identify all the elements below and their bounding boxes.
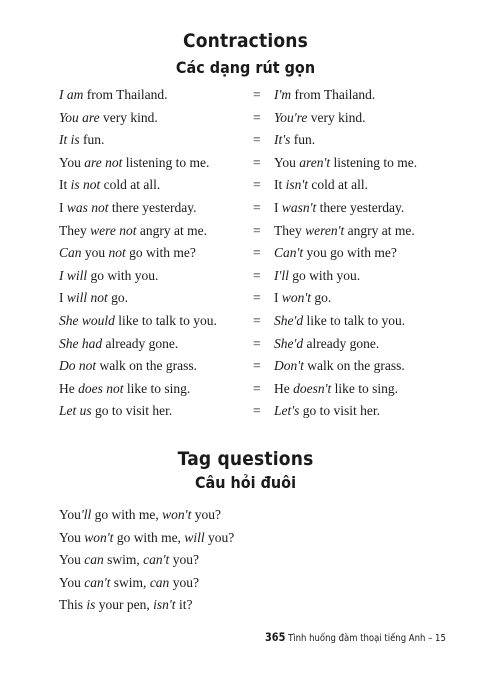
text-segment: cold at all. (308, 177, 369, 193)
equals-sign: = (253, 380, 261, 396)
text-segment: I (274, 290, 282, 306)
emphasis-text: won't (162, 507, 192, 522)
full-form (59, 110, 158, 126)
equals-sign: = (253, 109, 261, 125)
emphasis-text: can't (143, 552, 170, 568)
contracted-form (274, 87, 375, 103)
text-segment: You (59, 552, 85, 568)
tag-question-row (59, 597, 192, 613)
emphasis-text: It is (59, 132, 80, 148)
contraction-row (0, 358, 491, 378)
footer-number: 365 (265, 630, 286, 644)
text-segment: It (59, 177, 71, 193)
emphasis-text: is not (70, 177, 101, 193)
text-segment: go with you. (288, 267, 361, 283)
tag-questions-subtitle: Câu hỏi đuôi (194, 473, 297, 492)
text-segment: listening to me. (330, 154, 418, 170)
full-form (59, 177, 160, 193)
emphasis-text: You are (59, 109, 100, 125)
text-segment: your pen, (95, 597, 154, 613)
text-segment: You (59, 154, 85, 170)
equals-sign: = (253, 87, 261, 102)
emphasis-text: are not (84, 154, 123, 170)
emphasis-text: She had (59, 335, 103, 351)
equals-sign: = (253, 200, 261, 215)
emphasis-text: Don't (274, 358, 304, 374)
tag-question-row (59, 530, 234, 546)
text-segment: fun. (290, 132, 316, 148)
text-segment: from Thailand. (291, 87, 376, 102)
equals-sign: = (253, 335, 261, 351)
text-segment: swim, (103, 552, 144, 568)
full-form (59, 313, 217, 329)
contraction-row (0, 155, 491, 175)
text-segment: You (59, 574, 85, 590)
text-segment: go with me? (125, 245, 196, 261)
text-segment: walk on the grass. (303, 358, 405, 374)
full-form (59, 381, 190, 397)
full-form (59, 358, 197, 374)
emphasis-text: isn't (285, 177, 309, 193)
full-form (59, 200, 196, 216)
text-segment: I (59, 200, 67, 215)
emphasis-text: I'll (274, 267, 289, 283)
text-segment: already gone. (102, 335, 179, 351)
contracted-form (274, 290, 331, 306)
text-segment: go. (107, 290, 129, 306)
emphasis-text: won't (281, 290, 312, 306)
text-segment: You (59, 507, 81, 522)
full-form (59, 403, 172, 419)
text-segment: very kind. (307, 109, 366, 125)
contraction-row (0, 200, 491, 220)
contraction-row (0, 290, 491, 310)
emphasis-text: You're (274, 109, 308, 125)
emphasis-text: aren't (299, 154, 331, 170)
full-form (59, 223, 207, 239)
text-segment: you? (169, 552, 199, 568)
emphasis-text: 'll (80, 507, 92, 522)
full-form (59, 132, 104, 148)
text-segment: you? (169, 574, 199, 590)
text-segment: You (59, 529, 85, 545)
full-form (59, 336, 178, 352)
equals-sign: = (253, 222, 261, 238)
emphasis-text: can (84, 552, 104, 568)
text-segment: listening to me. (122, 154, 210, 170)
text-segment: I (274, 200, 282, 215)
contraction-row (0, 110, 491, 130)
contracted-form (274, 110, 366, 126)
emphasis-text: will not (66, 290, 108, 306)
text-segment: go to visit her. (91, 403, 173, 419)
emphasis-text: won't (84, 529, 114, 545)
equals-sign: = (253, 313, 261, 328)
emphasis-text: Can't (274, 245, 304, 261)
text-segment: you (81, 245, 109, 261)
contraction-row (0, 403, 491, 423)
emphasis-text: doesn't (293, 380, 332, 396)
emphasis-text: isn't (153, 597, 176, 613)
text-segment: He (274, 380, 294, 396)
emphasis-text: wasn't (281, 200, 317, 215)
equals-sign: = (253, 290, 261, 306)
text-segment: This (59, 597, 87, 613)
tag-questions-title: Tag questions (177, 448, 314, 470)
emphasis-text: will (184, 529, 205, 545)
page-footer (265, 630, 446, 644)
text-segment: from Thailand. (83, 87, 168, 102)
contraction-row (0, 313, 491, 333)
text-segment: already gone. (303, 335, 380, 351)
emphasis-text: Let us (59, 403, 92, 419)
contractions-subtitle: Các dạng rút gọn (175, 58, 316, 77)
contraction-row (0, 381, 491, 401)
emphasis-text: I'm (274, 87, 292, 102)
full-form (59, 155, 209, 171)
text-segment: They (59, 222, 91, 238)
contracted-form (274, 403, 380, 419)
text-segment: go with you. (87, 267, 159, 283)
text-segment: angry at me. (136, 222, 207, 238)
emphasis-text: Do not (59, 358, 97, 374)
text-segment: It (274, 177, 286, 193)
emphasis-text: weren't (305, 222, 345, 238)
text-segment: there yesterday. (316, 200, 405, 215)
text-segment: go with me, (113, 529, 185, 545)
tag-question-row (59, 552, 199, 568)
text-segment: like to talk to you. (114, 313, 217, 328)
equals-sign: = (253, 154, 261, 170)
text-segment: like to sing. (331, 380, 399, 396)
equals-sign: = (253, 245, 261, 261)
emphasis-text: I will (59, 267, 88, 283)
tag-question-row (59, 507, 221, 523)
contracted-form (274, 245, 397, 261)
text-segment: very kind. (99, 109, 158, 125)
text-segment: You (274, 154, 300, 170)
text-segment: you go with me? (303, 245, 397, 261)
equals-sign: = (253, 403, 261, 419)
equals-sign: = (253, 358, 261, 374)
text-segment: cold at all. (100, 177, 161, 193)
contracted-form (274, 268, 360, 284)
contracted-form (274, 358, 405, 374)
contracted-form (274, 223, 415, 239)
emphasis-text: I am (59, 87, 84, 102)
text-segment: it? (175, 597, 193, 613)
emphasis-text: not (108, 245, 126, 261)
full-form (59, 87, 167, 103)
text-segment: angry at me. (344, 222, 415, 238)
tag-question-row (59, 575, 199, 591)
emphasis-text: can (149, 574, 170, 590)
emphasis-text: was not (66, 200, 109, 215)
text-segment: swim, (110, 574, 150, 590)
text-segment: go. (311, 290, 332, 306)
contracted-form (274, 200, 404, 216)
text-segment: go with me, (91, 507, 163, 522)
contraction-row (0, 268, 491, 288)
contracted-form (274, 132, 315, 148)
full-form (59, 245, 196, 261)
emphasis-text: Can (59, 245, 82, 261)
text-segment: like to sing. (123, 380, 191, 396)
contraction-row (0, 87, 491, 107)
equals-sign: = (253, 132, 261, 148)
contraction-row (0, 132, 491, 152)
contracted-form (274, 336, 379, 352)
emphasis-text: is (86, 597, 96, 613)
contraction-row (0, 177, 491, 197)
footer-text: Tình huống đàm thoại tiếng Anh – 15 (285, 633, 446, 644)
contracted-form (274, 177, 368, 193)
emphasis-text: She would (59, 313, 115, 328)
contracted-form (274, 155, 417, 171)
text-segment: fun. (79, 132, 105, 148)
equals-sign: = (253, 177, 261, 193)
text-segment: I (59, 290, 67, 306)
text-segment: walk on the grass. (96, 358, 197, 374)
contracted-form (274, 381, 398, 397)
emphasis-text: It's (274, 132, 291, 148)
contracted-form (274, 313, 405, 329)
contraction-row (0, 223, 491, 243)
text-segment: you? (204, 529, 235, 545)
text-segment: you? (191, 507, 221, 522)
full-form (59, 268, 158, 284)
emphasis-text: can't (84, 574, 111, 590)
contraction-row (0, 336, 491, 356)
contractions-title: Contractions (182, 30, 309, 52)
text-segment: like to talk to you. (303, 313, 406, 328)
full-form (59, 290, 128, 306)
contraction-row (0, 245, 491, 265)
emphasis-text: She'd (274, 335, 304, 351)
emphasis-text: does not (78, 380, 124, 396)
text-segment: They (274, 222, 306, 238)
equals-sign: = (253, 267, 261, 283)
text-segment: go to visit her. (299, 403, 381, 419)
emphasis-text: She'd (274, 313, 304, 328)
emphasis-text: Let's (274, 403, 300, 419)
text-segment: there yesterday. (108, 200, 197, 215)
text-segment: He (59, 380, 79, 396)
emphasis-text: were not (90, 222, 137, 238)
